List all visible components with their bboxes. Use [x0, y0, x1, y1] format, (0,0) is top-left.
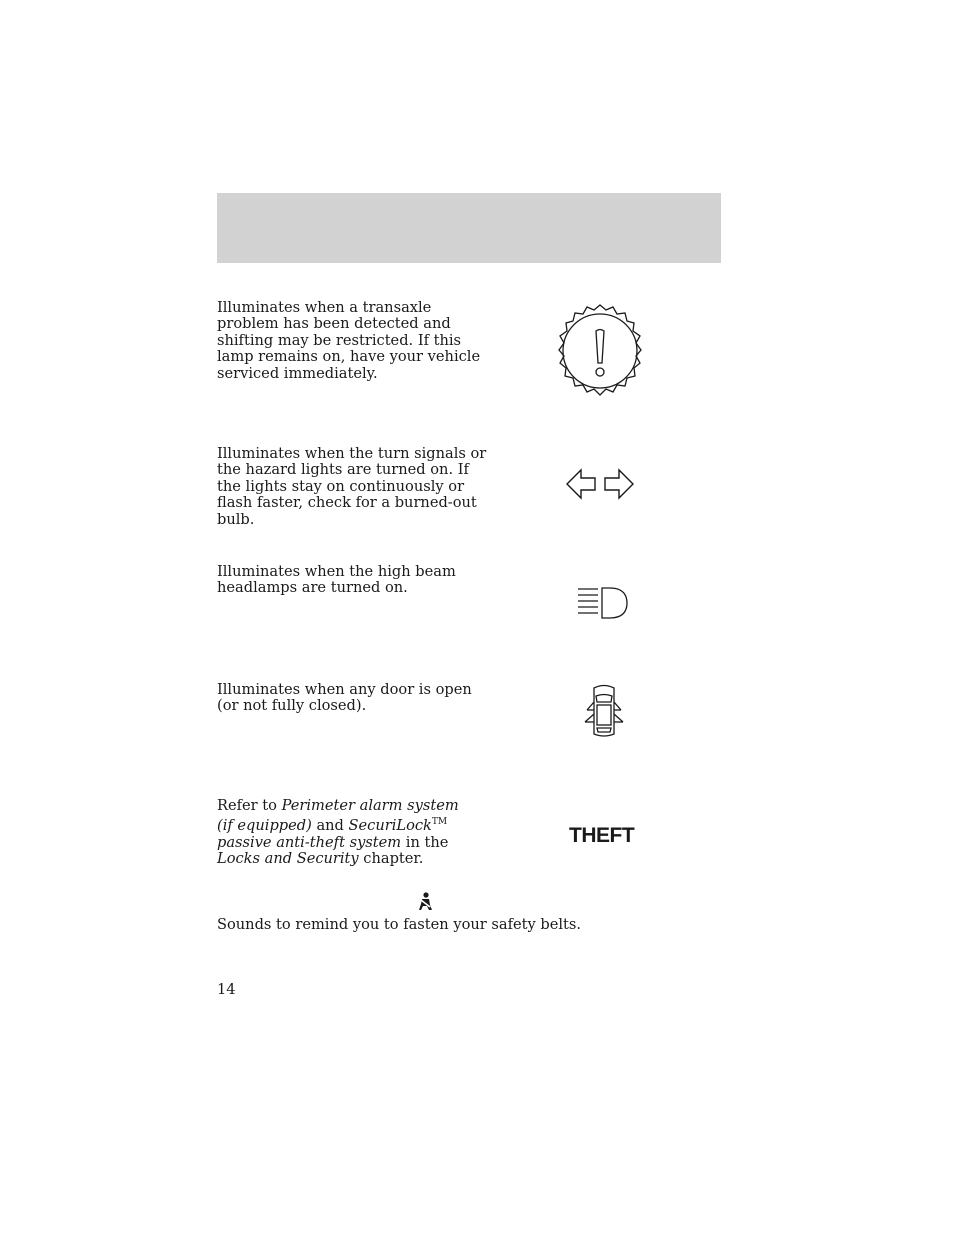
high-beam-description: Illuminates when the high beam headlamps are turned on. — [217, 563, 456, 597]
seatbelt-person-icon — [418, 892, 434, 912]
page-number: 14 — [217, 981, 236, 998]
turn-signal-description: Illuminates when the turn signals or the hazard lights are turned on. If the lights stay on continuously or flash faster, check for a burned-out bulb. — [217, 445, 487, 528]
transaxle-description: Illuminates when a transaxle problem has been detected and shifting may be restricted. If this lamp remains on, have your vehicle serviced immediately. — [217, 299, 481, 382]
theft-indicator-label: THEFT — [569, 824, 635, 847]
turn-signal-arrows-icon — [565, 468, 637, 500]
safety-belt-description: Sounds to remind you to fasten your safety belts. — [217, 916, 581, 933]
high-beam-icon — [577, 586, 629, 620]
header-band — [217, 193, 721, 263]
theft-description: Refer to Perimeter alarm system (if equipped) and SecuriLock™ passive anti-theft system in the Locks and Security chapter. — [217, 797, 459, 868]
transaxle-warning-icon — [550, 303, 650, 403]
door-ajar-car-icon — [582, 682, 626, 740]
door-ajar-description: Illuminates when any door is open (or not fully closed). — [217, 681, 472, 715]
